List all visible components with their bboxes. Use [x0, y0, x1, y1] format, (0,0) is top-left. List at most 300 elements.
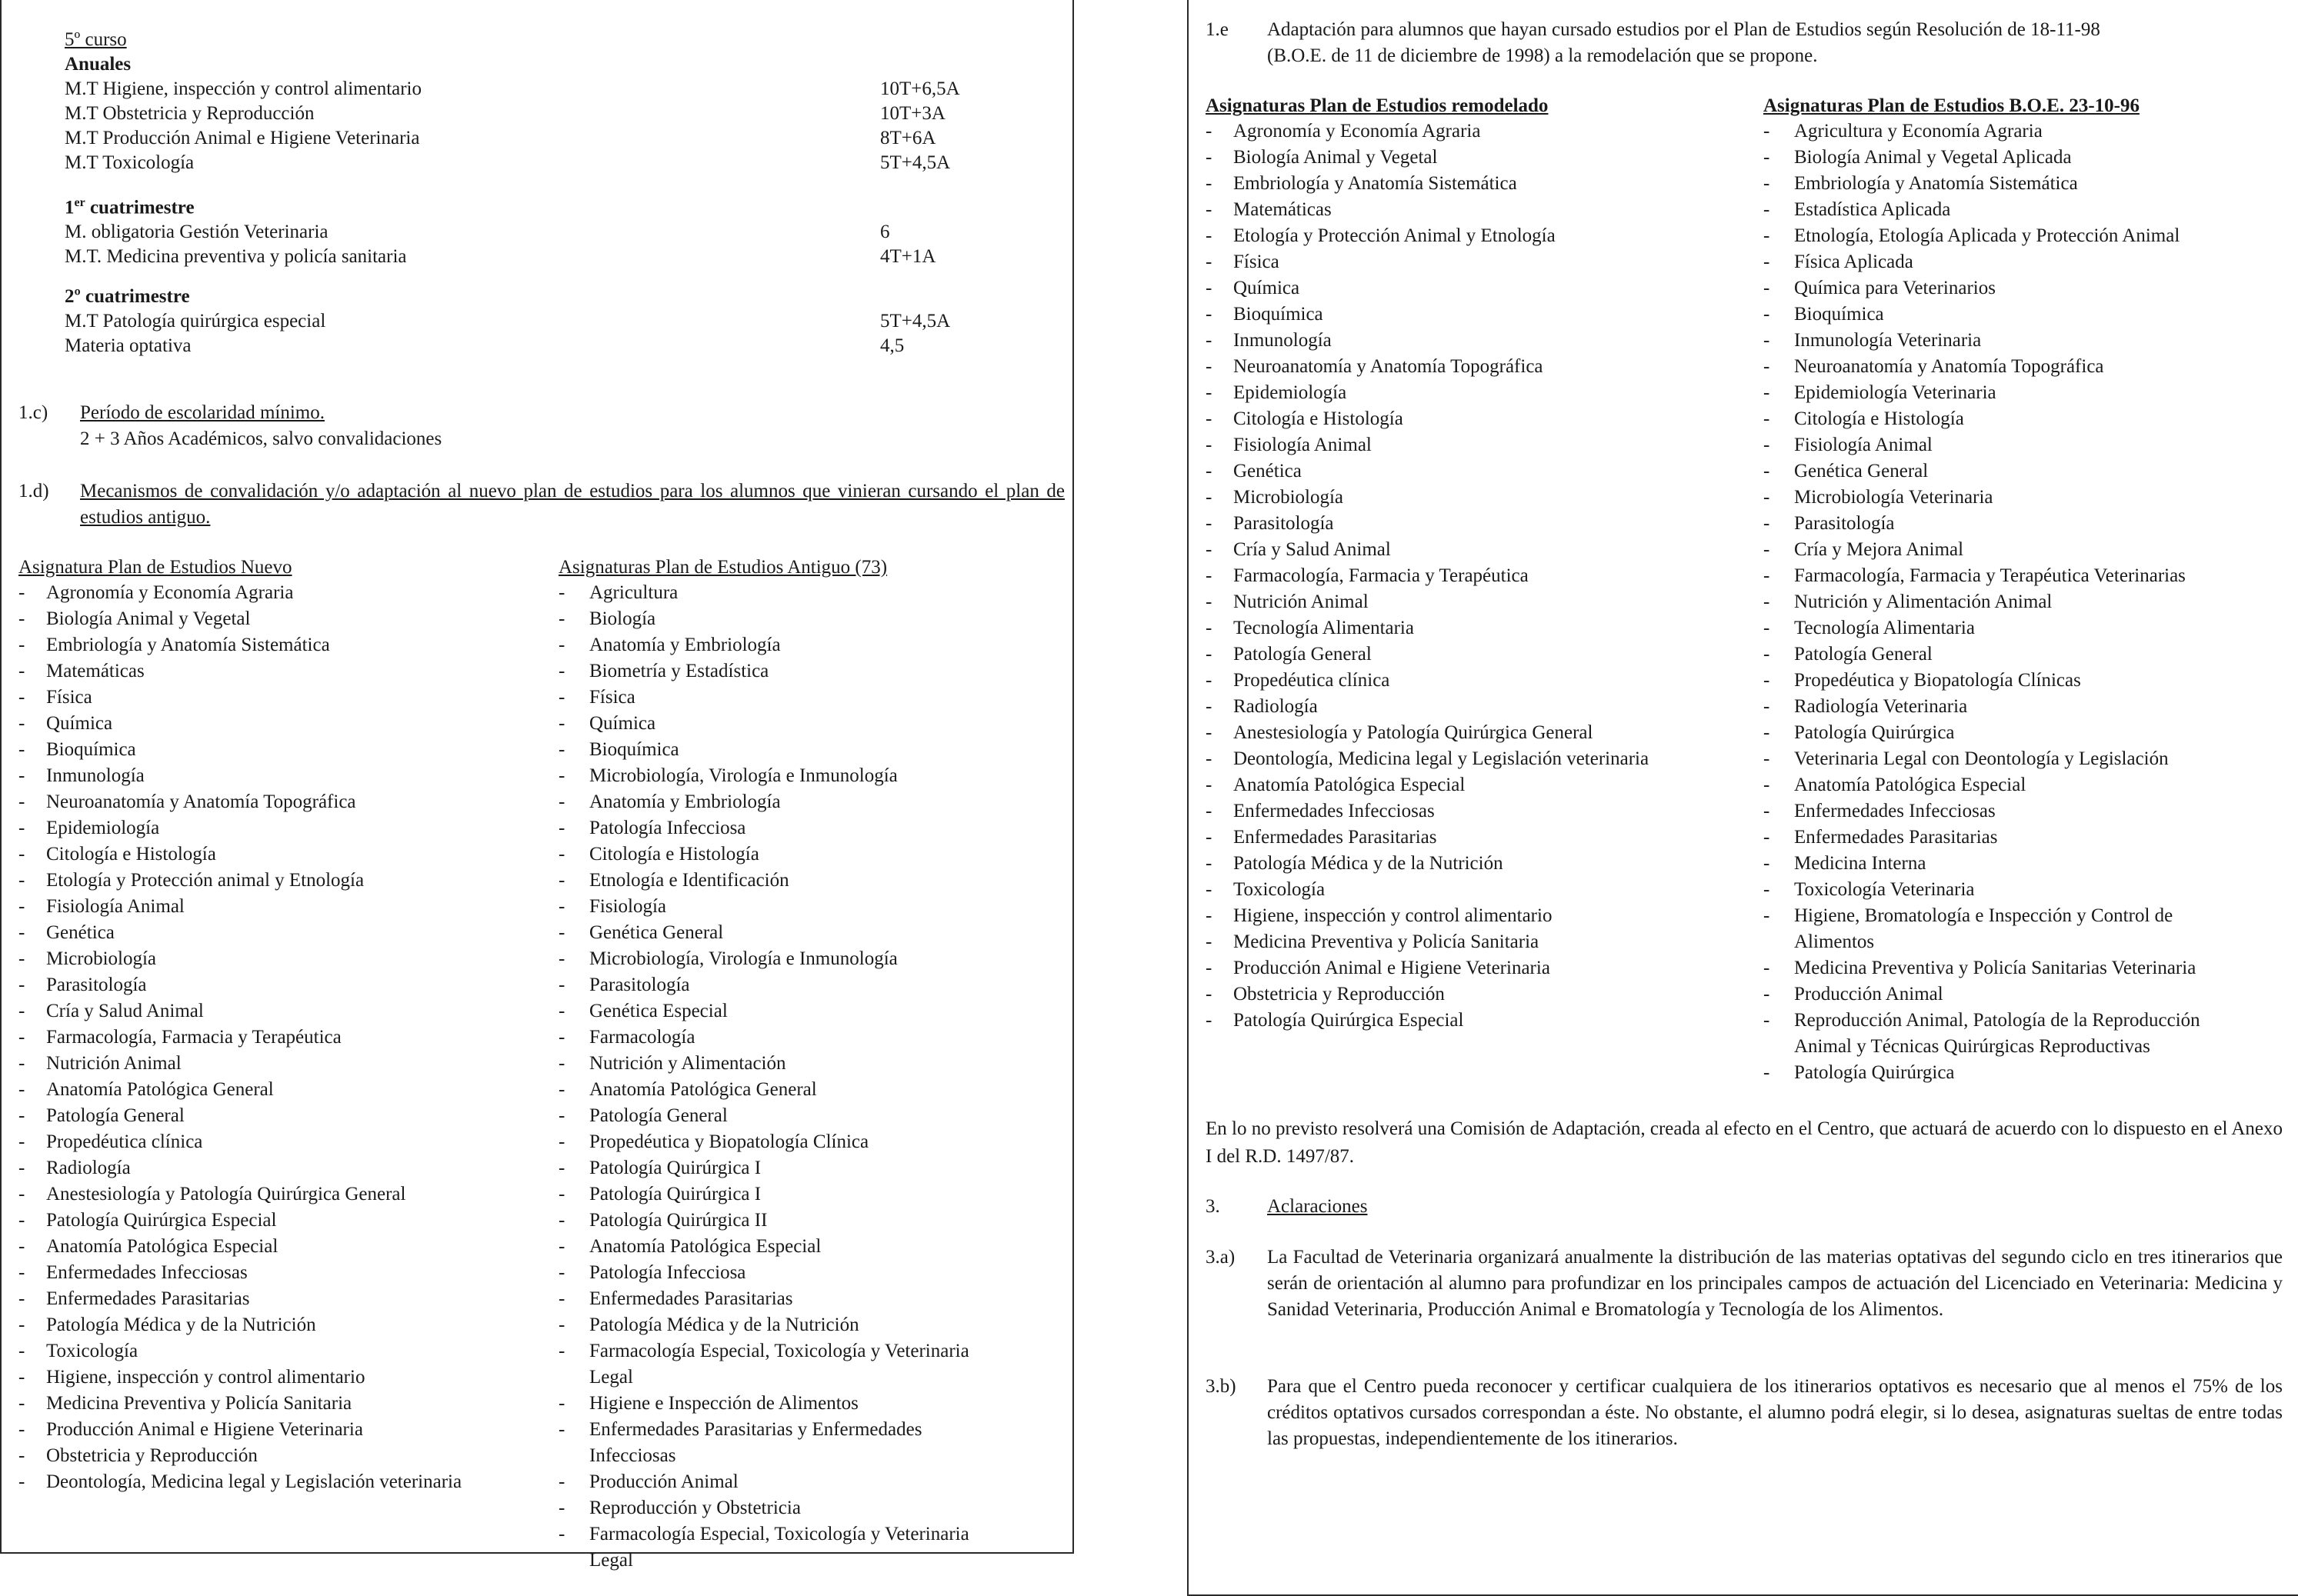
list-item-text: Enfermedades Parasitarias y Enfermedades — [589, 1419, 922, 1440]
list-dash: - — [1763, 304, 1770, 325]
list-item-text: Nutrición Animal — [46, 1053, 182, 1074]
list-item-text: Propedéutica clínica — [1233, 670, 1390, 691]
list-item-text: Patología Quirúrgica I — [589, 1158, 762, 1178]
list-dash: - — [18, 1288, 25, 1309]
subject-credits: 5T+4,5A — [880, 311, 951, 332]
list-dash: - — [1763, 801, 1770, 821]
new-plan-header: Asignatura Plan de Estudios Nuevo — [18, 557, 292, 578]
list-dash: - — [1206, 147, 1212, 168]
list-dash — [1763, 929, 1794, 955]
list-dash: - — [18, 818, 25, 838]
new-plan-column — [18, 555, 526, 1495]
list-item-text: Biología — [589, 608, 656, 629]
list-item — [18, 1103, 526, 1129]
list-item-text: Patología Quirúrgica — [1794, 722, 1955, 743]
list-item — [18, 946, 526, 972]
list-item — [559, 1234, 1066, 1260]
section-3b — [1206, 1374, 2283, 1452]
list-item — [18, 1469, 526, 1495]
list-item — [559, 998, 1066, 1025]
list-item — [559, 1025, 1066, 1051]
list-dash: - — [18, 687, 25, 708]
list-item-text: Genética Especial — [589, 1001, 728, 1021]
adaptation-note: En lo no previsto resolverá una Comisión de Adaptación, creada al efecto en el Centro, que actuará de acuerdo con lo dispuesto en el Anexo I del R.D. 1497/87. — [1206, 1118, 2283, 1167]
list-item — [1763, 694, 2294, 720]
course-subject-row — [65, 245, 1065, 269]
list-item — [1206, 772, 1759, 798]
course-subject-row — [65, 126, 1065, 151]
list-item-text: Reproducción y Obstetricia — [589, 1498, 801, 1518]
list-item — [1206, 877, 1759, 903]
list-item-text: Matemáticas — [1233, 199, 1332, 220]
list-dash: - — [18, 1053, 25, 1074]
list-item — [1763, 354, 2294, 380]
list-item-text: Inmunología — [1233, 330, 1332, 351]
list-item-text: Microbiología — [1233, 487, 1344, 508]
list-item — [1206, 563, 1759, 589]
list-dash: - — [1763, 330, 1770, 351]
course-subject-row — [65, 151, 1065, 175]
list-dash: - — [559, 1393, 565, 1414]
list-item — [1206, 145, 1759, 171]
list-item-text: Parasitología — [1794, 513, 1895, 534]
list-dash: - — [1206, 487, 1212, 508]
list-item — [559, 1417, 1066, 1443]
list-item-text: Microbiología, Virología e Inmunología — [589, 948, 898, 969]
section-1e-label: 1.e — [1206, 19, 1229, 40]
list-item — [1763, 772, 2294, 798]
list-item — [1206, 981, 1759, 1008]
list-item — [559, 606, 1066, 632]
list-item — [18, 920, 526, 946]
list-item-text: Bioquímica — [1794, 304, 1884, 325]
list-item-text: Nutrición y Alimentación — [589, 1053, 786, 1074]
list-dash: - — [559, 635, 565, 655]
list-dash: - — [559, 948, 565, 969]
list-item — [559, 1129, 1066, 1155]
list-dash: - — [1763, 670, 1770, 691]
list-item — [1763, 825, 2294, 851]
list-item-text: Medicina Preventiva y Policía Sanitarias Veterinaria — [1794, 958, 2196, 978]
list-item — [1206, 641, 1759, 668]
list-item — [18, 868, 526, 894]
list-dash: - — [18, 1445, 25, 1466]
list-item-text: Física — [46, 687, 92, 708]
list-dash: - — [1206, 618, 1212, 638]
course-group-title: 1er cuatrimestre — [65, 196, 195, 218]
list-item — [18, 580, 526, 606]
list-item — [1763, 537, 2294, 563]
list-dash: - — [559, 791, 565, 812]
list-item-text: Patología General — [46, 1105, 185, 1126]
course-subject-row — [65, 77, 1065, 102]
list-dash: - — [1206, 539, 1212, 560]
list-item — [559, 580, 1066, 606]
list-item — [1206, 197, 1759, 223]
section-3a-text: La Facultad de Veterinaria organizará anualmente la distribución de las materias optativas del segundo ciclo en tres itinerarios que serán de orientación al alumno para profundizar en los principales campos de actuación del Licenciado en Veterinaria: Medicina y Sanidad Veterinaria, Producción Animal e Bromatología y Tecnología de los Alimentos. — [1267, 1247, 2283, 1320]
section-3-label: 3. — [1206, 1196, 1220, 1217]
list-item-text: Enfermedades Infecciosas — [46, 1262, 248, 1283]
list-dash: - — [1206, 722, 1212, 743]
list-dash: - — [18, 922, 25, 943]
list-item — [1206, 354, 1759, 380]
list-item — [559, 789, 1066, 815]
list-item-text: Embriología y Anatomía Sistemática — [1233, 173, 1517, 194]
list-dash: - — [559, 870, 565, 891]
subject-credits: 8T+6A — [880, 128, 936, 148]
left-page — [0, 0, 1074, 1571]
list-item-text: Embriología y Anatomía Sistemática — [1794, 173, 2078, 194]
list-item — [559, 1077, 1066, 1103]
list-dash: - — [18, 608, 25, 629]
list-dash: - — [1206, 461, 1212, 481]
subject-name: M.T Producción Animal e Higiene Veterinaria — [65, 128, 420, 148]
list-dash: - — [1206, 748, 1212, 769]
list-item — [1206, 668, 1759, 694]
list-item-text: Patología Médica y de la Nutrición — [1233, 853, 1503, 874]
course-subject-row — [65, 334, 1065, 358]
list-item-text: Anestesiología y Patología Quirúrgica General — [46, 1184, 406, 1204]
list-item-text: Reproducción Animal, Patología de la Reproducción — [1794, 1010, 2200, 1031]
list-item — [1763, 197, 2294, 223]
list-item — [1206, 406, 1759, 432]
list-item — [1763, 981, 2294, 1008]
list-item — [1763, 668, 2294, 694]
list-item — [1763, 746, 2294, 772]
list-item — [1206, 825, 1759, 851]
list-dash: - — [18, 1131, 25, 1152]
list-item-text: Veterinaria Legal con Deontología y Legislación — [1794, 748, 2169, 769]
list-item — [1206, 903, 1759, 929]
list-item-text: Enfermedades Parasitarias — [46, 1288, 250, 1309]
list-item-text: Toxicología — [46, 1341, 138, 1361]
old-plan-column — [559, 555, 1066, 1574]
list-item — [18, 998, 526, 1025]
subject-name: M.T Higiene, inspección y control alimentario — [65, 78, 422, 99]
list-dash: - — [559, 1027, 565, 1048]
list-dash: - — [1763, 565, 1770, 586]
list-item-text: Estadística Aplicada — [1794, 199, 1951, 220]
section-1c-label: 1.c) — [18, 402, 48, 423]
list-item — [18, 1286, 526, 1312]
section-3b-label: 3.b) — [1206, 1376, 1236, 1397]
list-item-text: Anatomía y Embriología — [589, 791, 781, 812]
course-group-title: Anuales — [65, 54, 132, 75]
list-item-text: Microbiología Veterinaria — [1794, 487, 1993, 508]
list-item-text: Radiología — [1233, 696, 1318, 717]
list-item — [559, 658, 1066, 685]
list-dash: - — [18, 1262, 25, 1283]
list-dash: - — [18, 975, 25, 995]
list-item-text: Higiene, Bromatología e Inspección y Control de — [1794, 905, 2173, 926]
list-dash: - — [18, 844, 25, 865]
list-dash: - — [18, 791, 25, 812]
list-dash: - — [1206, 853, 1212, 874]
list-item-text: Genética — [1233, 461, 1302, 481]
list-item-text: Toxicología Veterinaria — [1794, 879, 1975, 900]
list-item-text: Legal — [589, 1550, 633, 1571]
course-group — [65, 191, 1065, 269]
list-dash: - — [559, 1314, 565, 1335]
list-dash: - — [18, 1471, 25, 1492]
list-item — [1763, 328, 2294, 354]
list-dash: - — [559, 1288, 565, 1309]
list-dash: - — [18, 870, 25, 891]
list-item — [1206, 118, 1759, 145]
list-item-text: Producción Animal e Higiene Veterinaria — [1233, 958, 1550, 978]
list-dash: - — [1763, 487, 1770, 508]
list-item-text: Deontología, Medicina legal y Legislación veterinaria — [46, 1471, 462, 1492]
list-item-text: Etnología, Etología Aplicada y Protección Animal — [1794, 225, 2180, 246]
list-dash: - — [18, 896, 25, 917]
list-item-text: Legal — [589, 1367, 633, 1388]
list-dash: - — [559, 713, 565, 734]
boe-plan-column — [1763, 94, 2294, 1086]
list-dash: - — [1763, 1062, 1770, 1083]
list-item-text: Química para Veterinarios — [1794, 278, 1996, 298]
list-item — [1206, 694, 1759, 720]
list-dash: - — [1763, 147, 1770, 168]
list-dash: - — [18, 1393, 25, 1414]
list-item-text: Producción Animal — [589, 1471, 739, 1492]
list-dash — [1763, 1034, 1794, 1060]
list-item-text: Anatomía Patológica General — [589, 1079, 817, 1100]
list-item-text: Genética General — [589, 922, 724, 943]
list-item — [559, 1364, 1066, 1391]
list-item-text: Anatomía Patológica Especial — [46, 1236, 278, 1257]
list-item — [18, 815, 526, 841]
list-item — [18, 606, 526, 632]
list-item-text: Medicina Interna — [1794, 853, 1926, 874]
list-dash: - — [1206, 173, 1212, 194]
list-dash: - — [1763, 879, 1770, 900]
list-item-text: Física — [589, 687, 635, 708]
section-3b-text: Para que el Centro pueda reconocer y certificar cualquiera de los itinerarios optativos es necesario que al menos el 75% de los créditos optativos cursados correspondan a éste. No obstante, el alumno podrá elegir, si lo desea, asignaturas sueltas de entre todas las propuestas, independientemente de los itinerarios. — [1267, 1376, 2283, 1449]
list-item — [18, 841, 526, 868]
remod-plan-header: Asignaturas Plan de Estudios remodelado — [1206, 95, 1549, 116]
list-item — [18, 789, 526, 815]
list-item — [559, 1286, 1066, 1312]
list-item — [18, 1391, 526, 1417]
section-1c-text: 2 + 3 Años Académicos, salvo convalidaciones — [80, 428, 442, 449]
list-item — [559, 1521, 1066, 1548]
list-item — [559, 763, 1066, 789]
subject-name: M. obligatoria Gestión Veterinaria — [65, 222, 329, 243]
list-dash: - — [559, 1184, 565, 1204]
list-item-text: Farmacología Especial, Toxicología y Veterinaria — [589, 1524, 969, 1544]
list-item — [1763, 275, 2294, 302]
list-dash: - — [1206, 304, 1212, 325]
list-dash: - — [1206, 121, 1212, 142]
list-item-text: Agronomía y Economía Agraria — [46, 582, 294, 603]
list-item-text: Patología Quirúrgica II — [589, 1210, 768, 1231]
list-item — [1763, 1060, 2294, 1086]
list-dash: - — [1763, 905, 1770, 926]
list-item-text: Etología y Protección animal y Etnología — [46, 870, 365, 891]
list-item-text: Microbiología, Virología e Inmunología — [589, 765, 898, 786]
list-dash: - — [559, 1053, 565, 1074]
list-dash: - — [1763, 461, 1770, 481]
list-item-text: Agronomía y Economía Agraria — [1233, 121, 1481, 142]
list-dash: - — [18, 1419, 25, 1440]
list-item-text: Farmacología — [589, 1027, 695, 1048]
list-item-text: Enfermedades Infecciosas — [1794, 801, 1996, 821]
list-dash: - — [18, 765, 25, 786]
list-item-text: Fisiología Animal — [1794, 435, 1933, 455]
list-item-text: Etnología e Identificación — [589, 870, 789, 891]
list-item-text: Química — [1233, 278, 1300, 298]
list-item — [1763, 406, 2294, 432]
list-dash: - — [1206, 827, 1212, 848]
list-item — [18, 1234, 526, 1260]
list-item — [559, 1548, 1066, 1574]
subject-name: Materia optativa — [65, 335, 192, 357]
list-dash: - — [559, 1001, 565, 1021]
list-dash: - — [1206, 696, 1212, 717]
list-dash: - — [18, 1158, 25, 1178]
list-item — [1763, 955, 2294, 981]
list-dash: - — [1206, 225, 1212, 246]
list-dash: - — [1206, 278, 1212, 298]
list-item-text: Microbiología — [46, 948, 157, 969]
old-plan-header: Asignaturas Plan de Estudios Antiguo (73) — [559, 557, 888, 578]
list-dash: - — [1763, 539, 1770, 560]
list-item — [1206, 223, 1759, 249]
list-item — [1206, 511, 1759, 537]
list-item-text: Citología e Histología — [46, 844, 216, 865]
list-item — [18, 894, 526, 920]
list-item — [559, 1312, 1066, 1338]
list-item-text: Citología e Histología — [589, 844, 759, 865]
list-dash: - — [18, 713, 25, 734]
course-group-title: 2º cuatrimestre — [65, 286, 190, 308]
list-dash: - — [1763, 748, 1770, 769]
new-plan-list — [18, 580, 526, 1495]
list-item — [559, 1495, 1066, 1521]
list-item — [559, 815, 1066, 841]
list-item-text: Nutrición Animal — [1233, 591, 1369, 612]
subject-name: M.T. Medicina preventiva y policía sanitaria — [65, 246, 407, 268]
list-dash: - — [1763, 252, 1770, 272]
list-item-text: Patología General — [1233, 644, 1372, 665]
list-item-text: Farmacología, Farmacia y Terapéutica Veterinarias — [1794, 565, 2186, 586]
list-dash: - — [559, 1210, 565, 1231]
list-item-text: Cría y Salud Animal — [46, 1001, 204, 1021]
old-plan-list — [559, 580, 1066, 1574]
list-dash: - — [1206, 513, 1212, 534]
list-item — [18, 972, 526, 998]
list-item-text: Citología e Histología — [1233, 408, 1403, 429]
list-item — [18, 1129, 526, 1155]
list-item-text: Patología Médica y de la Nutrición — [46, 1314, 316, 1335]
list-item — [559, 1469, 1066, 1495]
list-item-text: Fisiología Animal — [46, 896, 185, 917]
subject-name: M.T Toxicología — [65, 152, 195, 173]
list-dash: - — [1763, 591, 1770, 612]
list-dash: - — [18, 635, 25, 655]
list-dash: - — [1763, 696, 1770, 717]
list-item — [18, 1051, 526, 1077]
list-dash: - — [18, 1236, 25, 1257]
list-item — [1763, 380, 2294, 406]
list-dash: - — [1206, 252, 1212, 272]
list-item — [1206, 720, 1759, 746]
list-dash: - — [1763, 618, 1770, 638]
list-item-text: Propedéutica clínica — [46, 1131, 203, 1152]
section-1c-title: Período de escolaridad mínimo. — [80, 402, 325, 423]
list-item — [1763, 877, 2294, 903]
list-dash: - — [1763, 225, 1770, 246]
subject-credits: 4T+1A — [880, 246, 936, 268]
list-dash: - — [559, 687, 565, 708]
list-item — [1206, 929, 1759, 955]
list-dash: - — [559, 661, 565, 681]
list-item-text: Epidemiología Veterinaria — [1794, 382, 1996, 403]
section-1e-text-line2: (B.O.E. de 11 de diciembre de 1998) a la remodelación que se propone. — [1267, 45, 1818, 66]
list-item-text: Nutrición y Alimentación Animal — [1794, 591, 2053, 612]
list-item — [559, 1208, 1066, 1234]
list-item — [1206, 746, 1759, 772]
list-item-text: Enfermedades Parasitarias — [1233, 827, 1437, 848]
list-item — [1763, 223, 2294, 249]
list-item — [1206, 615, 1759, 641]
list-item-text: Farmacología, Farmacia y Terapéutica — [1233, 565, 1529, 586]
list-item-text: Inmunología Veterinaria — [1794, 330, 1982, 351]
list-dash: - — [1763, 827, 1770, 848]
list-item — [1763, 458, 2294, 485]
remod-plan-list — [1206, 118, 1759, 1034]
list-item-text: Embriología y Anatomía Sistemática — [46, 635, 330, 655]
list-dash: - — [1763, 173, 1770, 194]
list-dash: - — [1206, 958, 1212, 978]
list-dash: - — [1763, 278, 1770, 298]
section-3a-label: 3.a) — [1206, 1247, 1236, 1268]
list-item — [18, 763, 526, 789]
list-item — [18, 658, 526, 685]
list-dash: - — [1206, 775, 1212, 795]
list-dash: - — [18, 1367, 25, 1388]
list-dash: - — [18, 1210, 25, 1231]
list-item-text: Agricultura — [589, 582, 679, 603]
list-dash: - — [1763, 722, 1770, 743]
list-item-text: Enfermedades Infecciosas — [1233, 801, 1435, 821]
list-dash: - — [1206, 879, 1212, 900]
list-item — [1763, 903, 2294, 929]
list-dash: - — [559, 1236, 565, 1257]
list-dash: - — [559, 1262, 565, 1283]
list-dash: - — [559, 922, 565, 943]
list-item-text: Neuroanatomía y Anatomía Topográfica — [1794, 356, 2104, 377]
list-item-text: Anatomía Patológica General — [46, 1079, 274, 1100]
list-item — [1206, 1008, 1759, 1034]
section-1c — [18, 400, 1057, 452]
section-1e-text-line1: Adaptación para alumnos que hayan cursado estudios por el Plan de Estudios según Resolución de 18-11-98 — [1267, 19, 2100, 40]
list-dash: - — [559, 975, 565, 995]
list-dash: - — [1206, 1010, 1212, 1031]
list-item-text: Higiene, inspección y control alimentario — [46, 1367, 365, 1388]
list-dash: - — [1206, 801, 1212, 821]
subject-name: M.T Patología quirúrgica especial — [65, 311, 326, 332]
list-item — [1763, 171, 2294, 197]
list-item — [1763, 589, 2294, 615]
list-dash: - — [559, 1419, 565, 1440]
list-item — [1206, 955, 1759, 981]
list-dash: - — [1763, 382, 1770, 403]
list-item-text: Cría y Mejora Animal — [1794, 539, 1964, 560]
list-item — [18, 685, 526, 711]
list-dash: - — [18, 1341, 25, 1361]
list-item — [1763, 1008, 2294, 1034]
